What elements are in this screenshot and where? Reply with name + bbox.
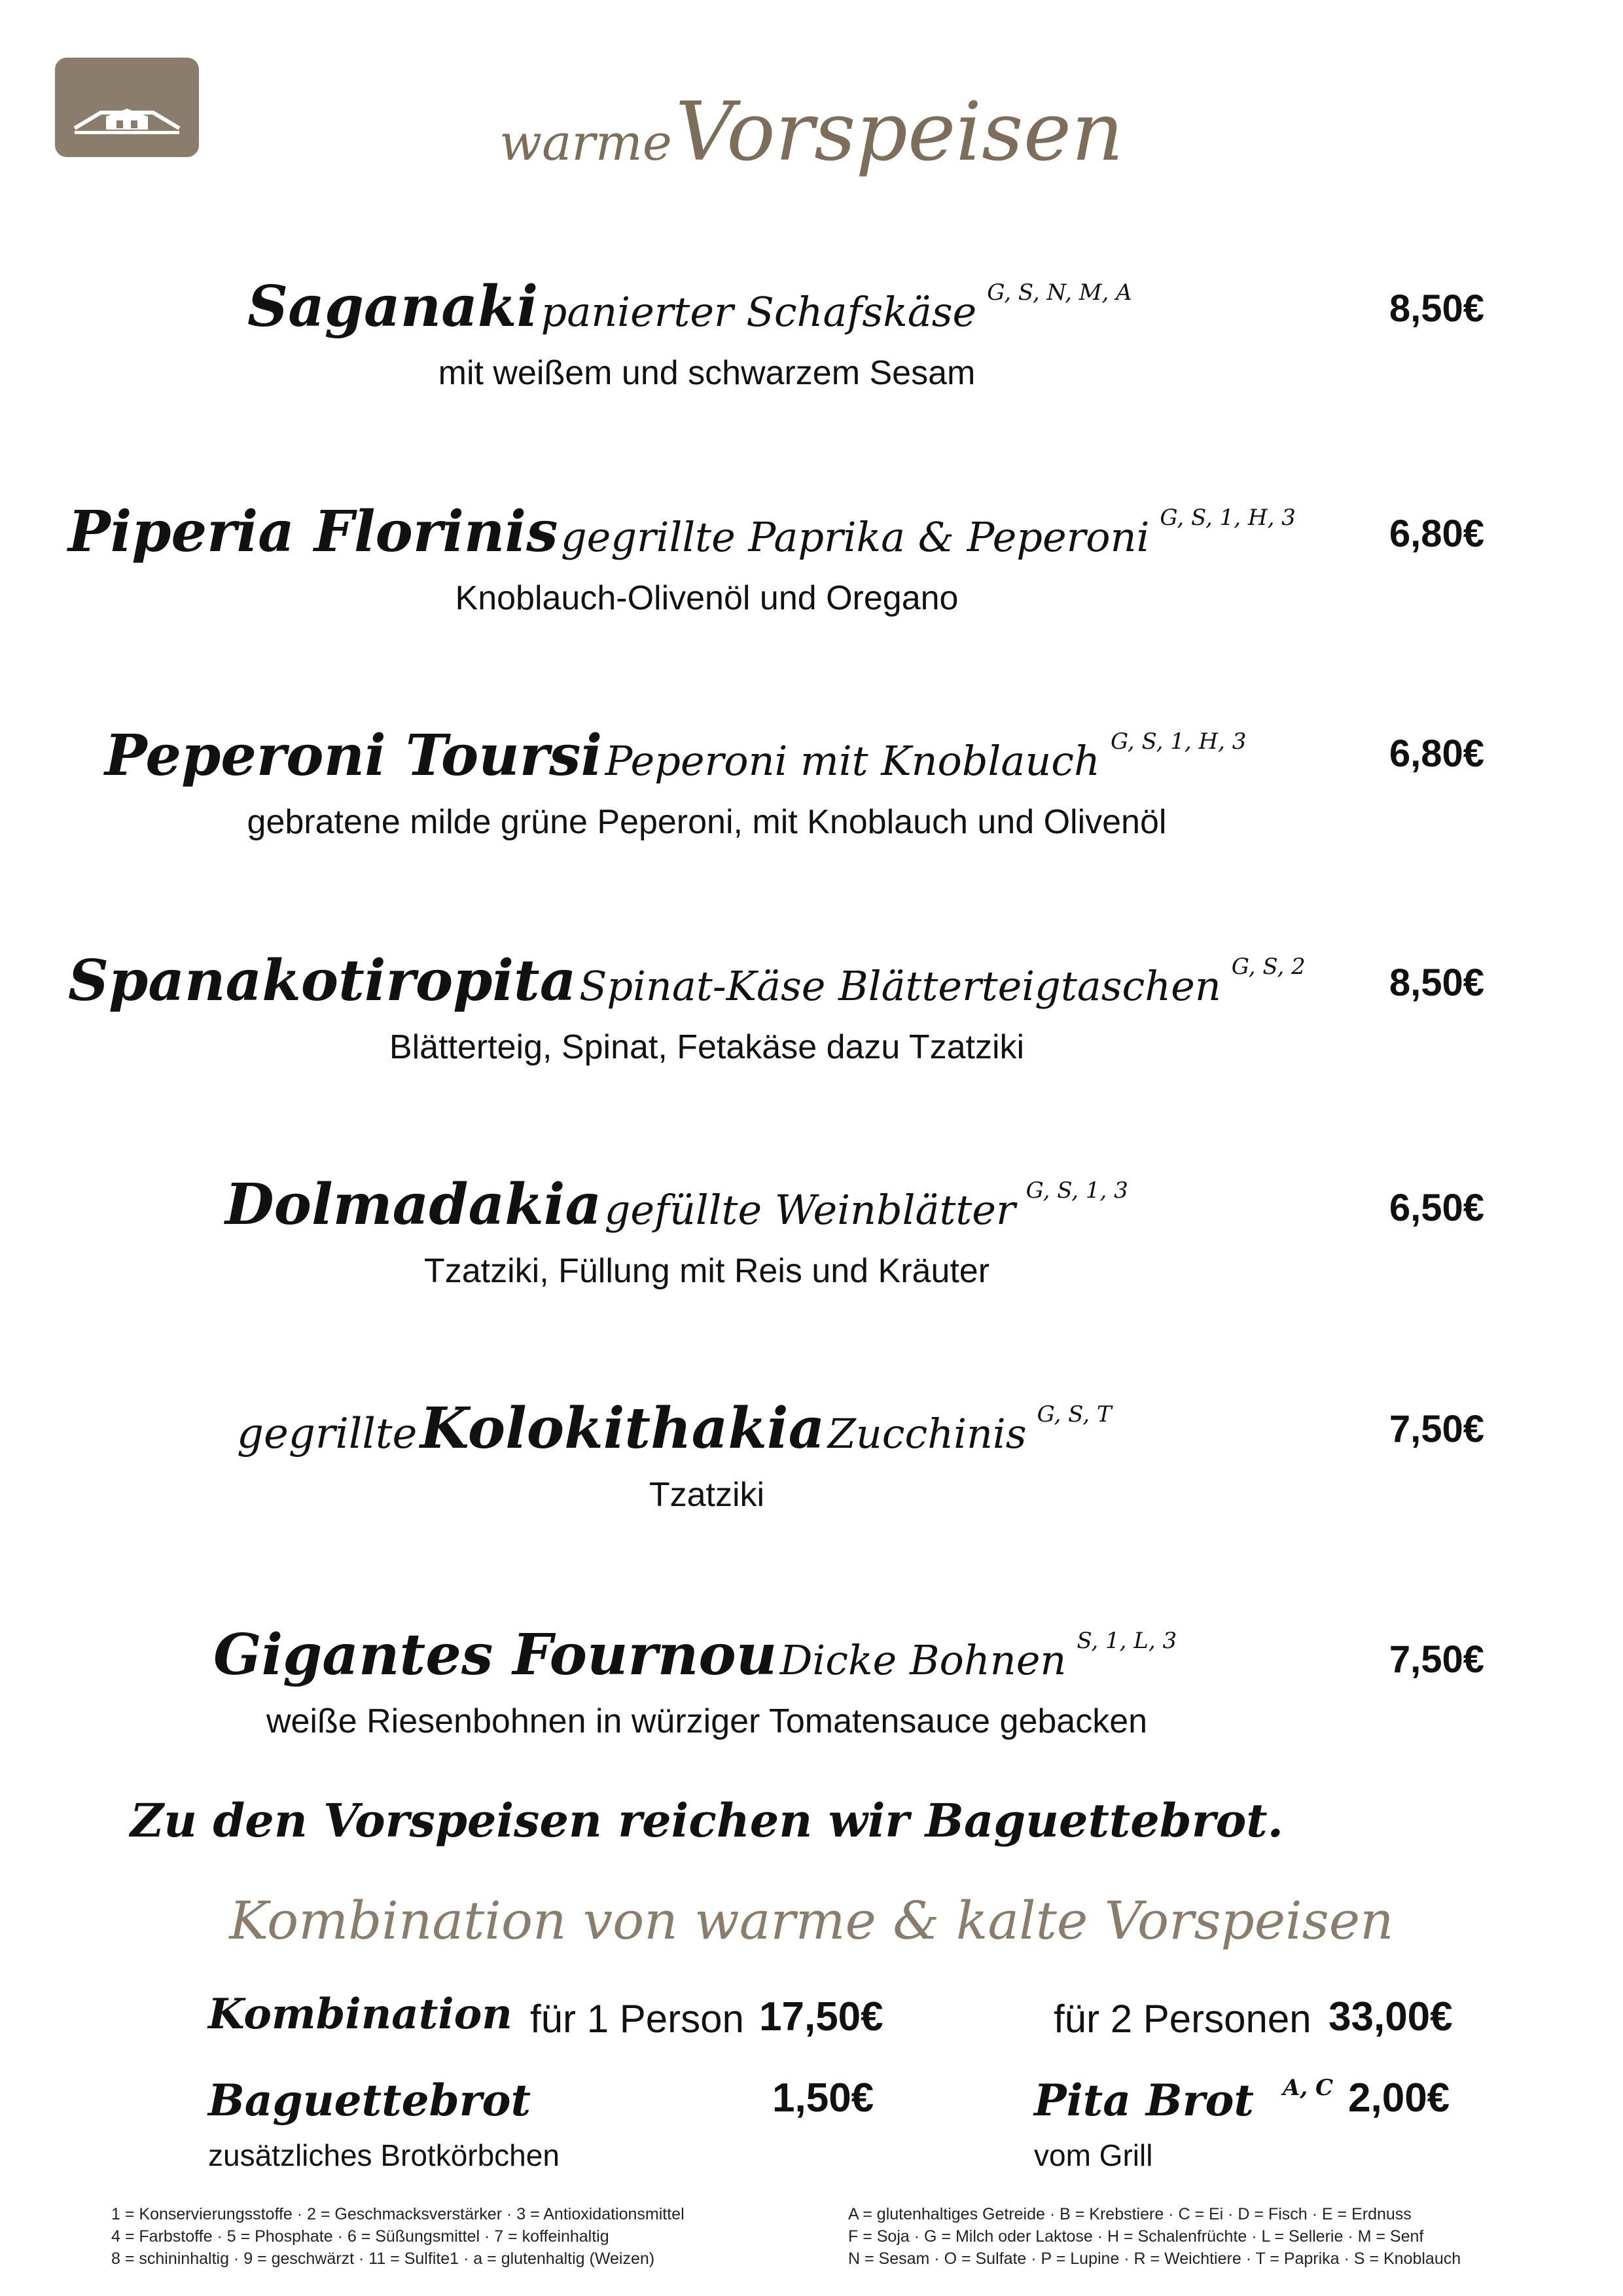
dish-subtitle: Zucchinis [827,1410,1027,1458]
legend-line: F = Soja · G = Milch oder Laktose · H = Schalenfrüchte · L = Sellerie · M = Senf [848,2227,1424,2246]
dish-price: 6,80€ [1389,732,1484,775]
dish-price: 8,50€ [1389,287,1484,330]
dish-price: 6,80€ [1389,512,1484,555]
dish-name: Gigantes Fournou [213,1622,777,1688]
allergen-codes: G, S, 2 [1231,954,1306,980]
bread-note: Zu den Vorspeisen reichen wir Baguettebrot. [130,1793,1283,1848]
dish-name: Kolokithakia [419,1395,825,1462]
menu-item-heading [247,274,1132,340]
dish-name: Dolmadakia [225,1172,602,1238]
page-title [0,85,1623,179]
legend-line: 8 = schininhaltig · 9 = geschwärzt · 11 = Sulfite1 · a = glutenhaltig (Weizen) [111,2250,655,2268]
dish-name: Piperia Florinis [68,499,558,565]
legend-line: A = glutenhaltiges Getreide · B = Krebstiere · C = Ei · D = Fisch · E = Erdnuss [848,2205,1412,2223]
dish-subtitle: Peperoni mit Knoblauch [605,737,1100,785]
dish-description: Blätterteig, Spinat, Fetakäse dazu Tzatziki [389,1028,1025,1066]
dish-name: Spanakotiropita [68,948,577,1014]
pita-price: 2,00€ [1348,2075,1450,2121]
menu-item-heading [213,1622,1177,1688]
dish-price: 8,50€ [1389,961,1484,1004]
pita-allergen-codes: A, C [1283,2075,1334,2101]
dish-prefix: gegrillte [237,1410,418,1458]
pita-label: Pita Brot [1034,2075,1254,2126]
allergen-codes: G, S, 1, 3 [1026,1177,1128,1204]
baguette-price: 1,50€ [772,2075,874,2121]
dish-price: 6,50€ [1389,1187,1484,1229]
legend-line: 4 = Farbstoffe · 5 = Phosphate · 6 = Süßungsmittel · 7 = koffeinhaltig [111,2227,609,2246]
combo-two-persons-price: 33,00€ [1329,1994,1453,2039]
allergen-codes: G, S, 1, H, 3 [1110,728,1247,755]
combo-title: Kombination von warme & kalte Vorspeisen [229,1890,1394,1951]
dish-subtitle: gefüllte Weinblätter [604,1186,1016,1234]
title-small: warme [499,113,672,171]
allergen-codes: G, S, 1, H, 3 [1160,505,1296,531]
legend-line: 1 = Konservierungsstoffe · 2 = Geschmacksverstärker · 3 = Antioxidationsmittel [111,2205,685,2223]
menu-item-heading [68,499,1296,565]
legend-line: N = Sesam · O = Sulfate · P = Lupine · R = Weichtiere · T = Paprika · S = Knoblauch [848,2250,1461,2268]
allergen-codes: G, S, T [1037,1401,1112,1427]
title-big: Vorspeisen [675,85,1124,179]
dish-price: 7,50€ [1389,1638,1484,1681]
allergen-codes: G, S, N, M, A [987,279,1132,306]
dish-name: Peperoni Toursi [105,723,603,789]
dish-description: Tzatziki, Füllung mit Reis und Kräuter [423,1252,990,1290]
dish-description: mit weißem und schwarzem Sesam [438,354,976,392]
allergens-legend [848,2203,1461,2270]
dish-subtitle: panierter Schafskäse [541,288,977,336]
dish-subtitle: gegrillte Paprika & Peperoni [560,513,1150,561]
combo-two-persons: für 2 Personen [1054,1997,1311,2041]
combo-one-person: für 1 Person [530,1997,744,2041]
menu-item-heading [237,1395,1112,1462]
pita-description: vom Grill [1034,2138,1153,2172]
dish-description: gebratene milde grüne Peperoni, mit Knoblauch und Olivenöl [247,803,1167,841]
menu-item-heading [68,948,1306,1014]
dish-description: Knoblauch-Olivenöl und Oregano [455,579,959,617]
combo-one-person-price: 17,50€ [759,1994,883,2039]
allergen-codes: S, 1, L, 3 [1077,1628,1177,1654]
dish-description: weiße Riesenbohnen in würziger Tomatensauce gebacken [266,1702,1148,1740]
dish-price: 7,50€ [1389,1408,1484,1450]
additives-legend [111,2203,685,2270]
baguette-description: zusätzliches Brotkörbchen [208,2138,560,2172]
dish-subtitle: Dicke Bohnen [779,1636,1067,1684]
dish-name: Saganaki [247,274,539,340]
dish-subtitle: Spinat-Käse Blätterteigtaschen [579,962,1221,1010]
menu-item-heading [225,1172,1128,1238]
dish-description: Tzatziki [649,1476,765,1514]
baguette-label: Baguettebrot [208,2075,531,2126]
combo-label: Kombination [208,1990,512,2039]
menu-item-heading [105,723,1246,789]
